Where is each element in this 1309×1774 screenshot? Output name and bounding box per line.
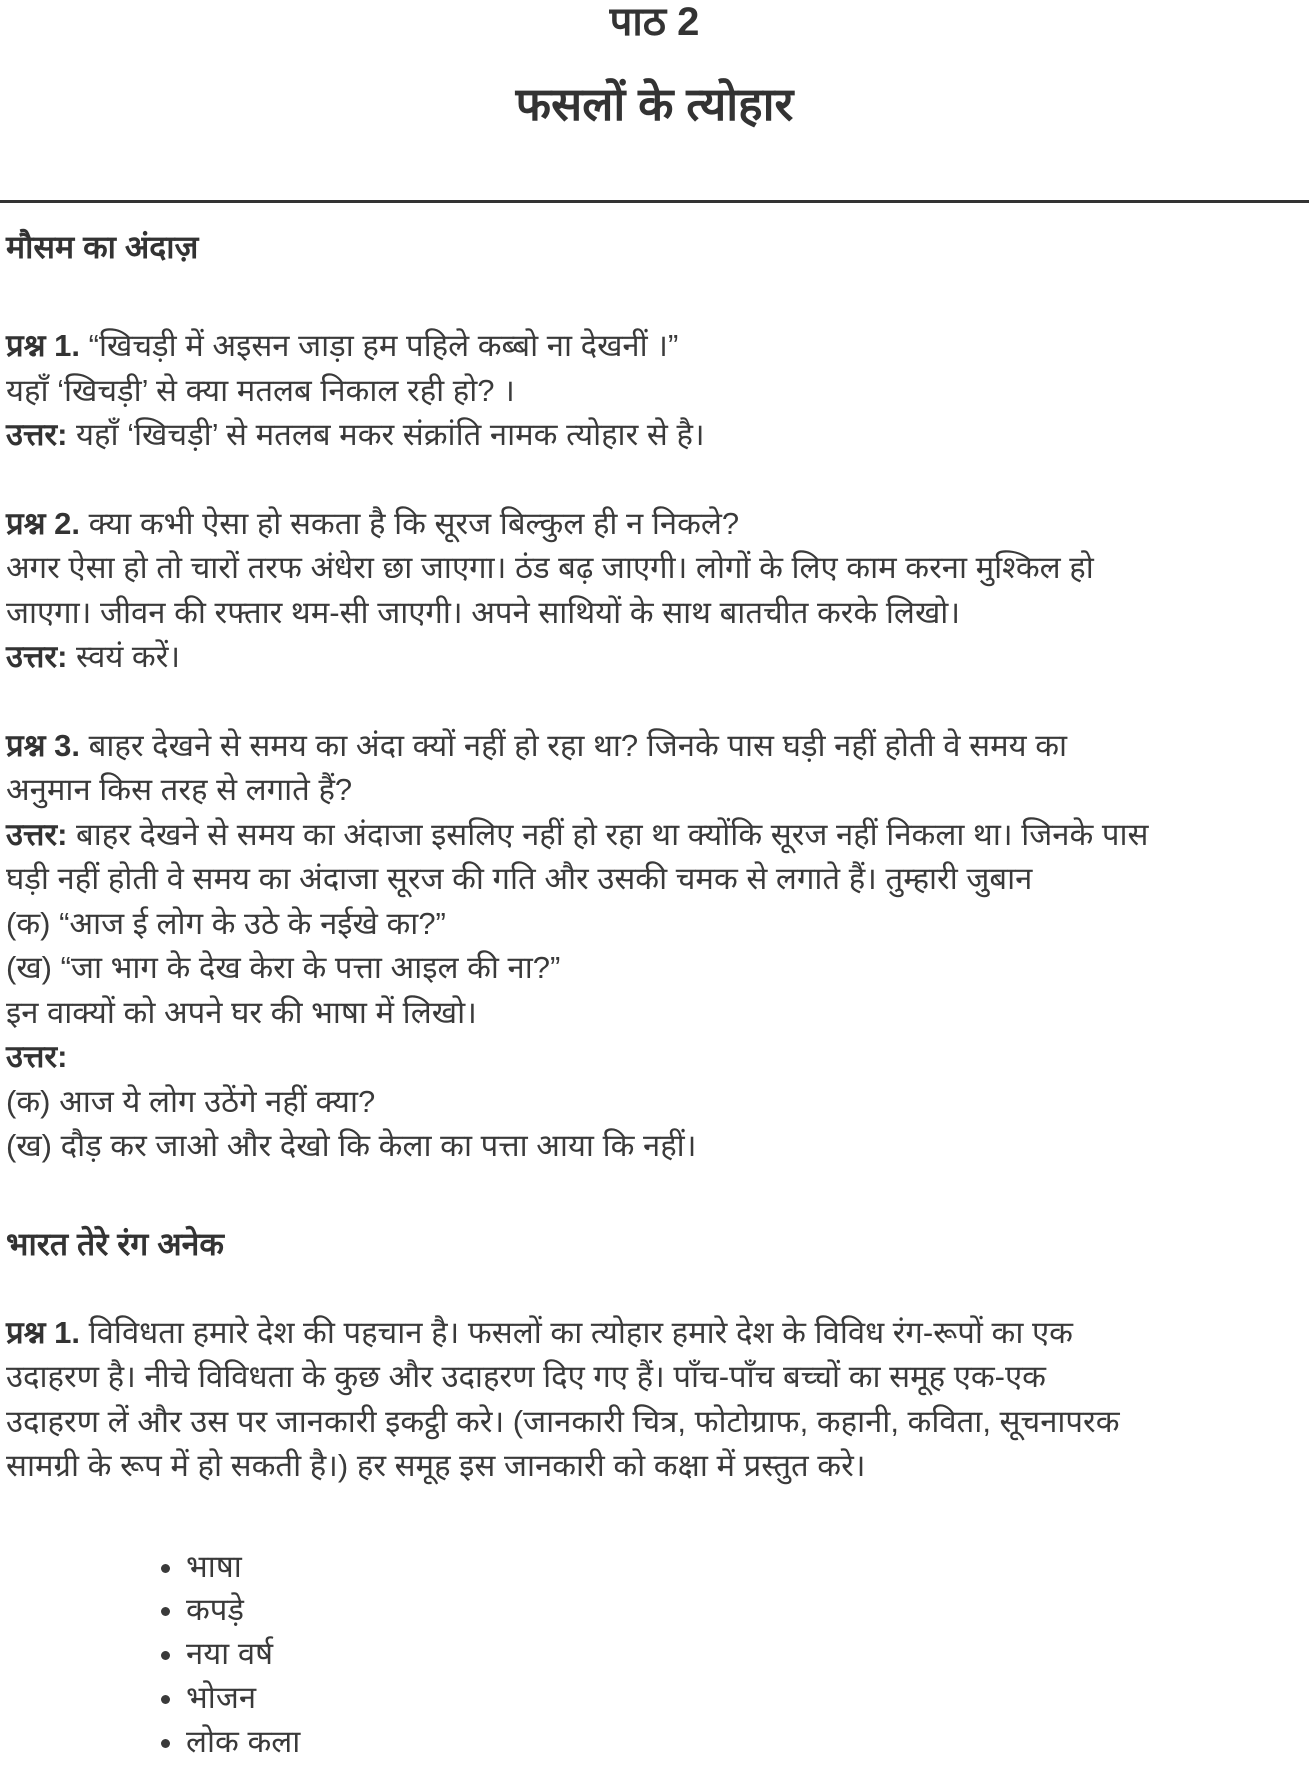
answer-label: उत्तर:: [6, 816, 68, 852]
divider: [0, 200, 1309, 203]
content: [6, 222, 1301, 1763]
question-text: यहाँ ‘खिचड़ी’ से क्या मतलब निकाल रही हो? ।: [6, 372, 515, 408]
question-1: [6, 1311, 1301, 1356]
question-label: प्रश्न 3.: [6, 727, 81, 763]
question-label: प्रश्न 2.: [6, 505, 81, 541]
section-heading: मौसम का अंदाज़: [6, 229, 199, 265]
answer-label: उत्तर:: [6, 1039, 68, 1074]
list-item: • नया वर्ष: [186, 1632, 1301, 1676]
question-text: इन वाक्यों को अपने घर की भाषा में लिखो।: [6, 994, 477, 1030]
question-label: प्रश्न 1.: [6, 328, 81, 363]
examples-list: [6, 1545, 1301, 1764]
question-text: अगर ऐसा हो तो चारों तरफ अंधेरा छा जाएगा। ठंड बढ़ जाएगी। लोगों के लिए काम करना मुश्किल हो: [6, 550, 1094, 585]
question-text: “खिचड़ी में अइसन जाड़ा हम पहिले कब्बो ना देखनीं ।”: [88, 328, 679, 363]
answer-text: (ख) दौड़ कर जाओ और देखो कि केला का पत्ता आया कि नहीं।: [6, 1128, 697, 1163]
question-2: [6, 502, 1301, 547]
answer-1: [6, 413, 1301, 458]
question-text: उदाहरण है। नीचे विविधता के कुछ और उदाहरण दिए गए हैं। पाँच-पाँच बच्चों का समूह एक-एक: [6, 1359, 1046, 1394]
question-text: सामग्री के रूप में हो सकती है।) हर समूह इस जानकारी को कक्षा में प्रस्तुत करे।: [6, 1448, 866, 1483]
answer-text: (क) आज ये लोग उठेंगे नहीं क्या?: [6, 1083, 376, 1119]
list-item: • भाषा: [186, 1545, 1301, 1589]
question-text: (क) “आज ई लोग के उठे के नईखे का?”: [6, 905, 446, 941]
section-heading: भारत तेरे रंग अनेक: [6, 1225, 225, 1262]
answer-3: [6, 813, 1301, 858]
answer-2: [6, 635, 1301, 680]
answer-text: यहाँ ‘खिचड़ी’ से मतलब मकर संक्रांति नामक त्योहार से है।: [76, 417, 705, 452]
answer-text: घड़ी नहीं होती वे समय का अंदाजा सूरज की गति और उसकी चमक से लगाते हैं। तुम्हारी जुबान: [6, 861, 1033, 896]
question-3: [6, 724, 1301, 769]
question-text: विविधता हमारे देश की पहचान है। फसलों का त्योहार हमारे देश के विविध रंग-रूपों का एक: [88, 1314, 1073, 1350]
answer-text: बाहर देखने से समय का अंदाजा इसलिए नहीं हो रहा था क्योंकि सूरज नहीं निकला था। जिनके पास: [76, 816, 1149, 852]
lesson-number: पाठ 2: [609, 0, 700, 44]
list-item: • लोक कला: [186, 1720, 1301, 1764]
question-text: क्या कभी ऐसा हो सकता है कि सूरज बिल्कुल ही न निकले?: [88, 505, 740, 541]
question-text: जाएगा। जीवन की रफ्तार थम-सी जाएगी। अपने साथियों के साथ बातचीत करके लिखो।: [6, 594, 961, 630]
list-item: • भोजन: [186, 1676, 1301, 1720]
question-1: [6, 324, 1301, 369]
list-item: • कपड़े: [186, 1588, 1301, 1632]
question-text: बाहर देखने से समय का अंदा क्यों नहीं हो रहा था? जिनके पास घड़ी नहीं होती वे समय का: [88, 727, 1068, 763]
lesson-title: फसलों के त्योहार: [515, 78, 794, 130]
answer-label: उत्तर:: [6, 417, 68, 452]
answer-label: उत्तर:: [6, 639, 68, 674]
question-text: अनुमान किस तरह से लगाते हैं?: [6, 772, 353, 807]
question-label: प्रश्न 1.: [6, 1314, 81, 1350]
question-text: (ख) “जा भाग के देख केरा के पत्ता आइल की ना?”: [6, 950, 561, 985]
answer-text: स्वयं करें।: [76, 639, 181, 674]
question-text: उदाहरण लें और उस पर जानकारी इकट्ठी करे। (जानकारी चित्र, फोटोग्राफ, कहानी, कविता, सूचनापरक: [6, 1403, 1120, 1439]
